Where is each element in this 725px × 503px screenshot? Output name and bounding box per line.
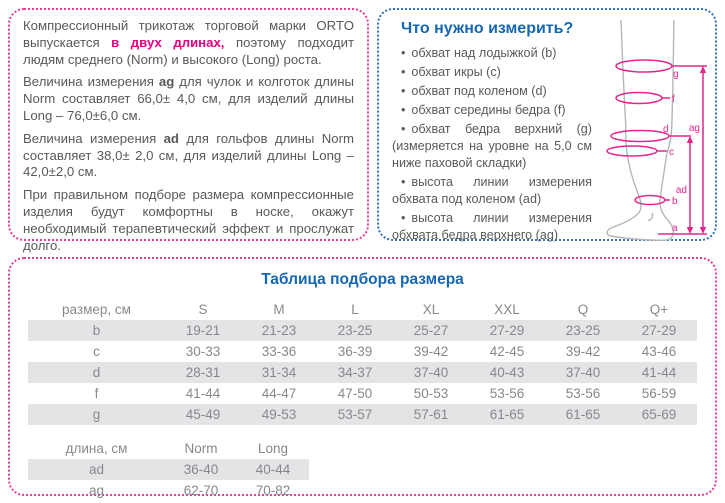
size-cell: 42-45: [489, 344, 525, 359]
column-header: XL: [422, 301, 440, 317]
size-cell: 28-31: [165, 362, 241, 383]
table-row-d: [28, 362, 697, 383]
measure-item-text: обхват над лодыжкой (b): [411, 46, 557, 60]
bullet-icon: •: [401, 122, 406, 136]
label-ad: ad: [675, 185, 687, 196]
size-cell: 25-27: [393, 320, 469, 341]
label-f: f: [672, 94, 675, 105]
label-b: b: [672, 196, 678, 207]
size-table-title: Таблица подбора размера: [261, 271, 464, 288]
row-label: c: [93, 344, 100, 359]
size-cell: 65-69: [621, 404, 697, 425]
highlight-magenta-text: в двух длинах,: [111, 34, 225, 50]
measure-code-ag: ag: [158, 74, 175, 90]
measure-item-text: обхват икры (c): [411, 65, 501, 79]
bullet-icon: •: [401, 84, 406, 98]
size-cell: 41-44: [621, 362, 697, 383]
arrowhead-ad-top: [687, 136, 693, 143]
size-cell: 50-53: [413, 386, 449, 401]
leg-diagram: [578, 14, 713, 243]
measure-title: Что нужно измерить?: [401, 20, 574, 37]
table-row-b: [28, 320, 697, 341]
label-g: g: [673, 69, 679, 80]
size-cell: 36-40: [165, 459, 237, 480]
column-header: XXL: [494, 301, 520, 317]
column-header: M: [273, 301, 285, 317]
size-cell: 27-29: [469, 320, 545, 341]
size-cell: 37-40: [393, 362, 469, 383]
measure-item-text: обхват бедра верхний (g) (измеряется на уровне на 5,0 см ниже паховой складки): [392, 122, 592, 170]
size-cell: 40-43: [469, 362, 545, 383]
size-cell: 56-59: [641, 386, 677, 401]
measure-item-text: обхват середины бедра (f): [411, 103, 566, 117]
column-header: Long: [257, 441, 289, 456]
size-cell: 21-23: [241, 320, 317, 341]
size-cell: 57-61: [393, 404, 469, 425]
size-table-box: [8, 257, 717, 496]
row-label: ag: [88, 483, 105, 498]
column-header: Norm: [184, 441, 218, 456]
size-cell: 33-36: [261, 344, 297, 359]
row-label: d: [28, 362, 165, 383]
top-row: [8, 8, 717, 253]
size-cell: 36-39: [337, 344, 373, 359]
bullet-icon: •: [401, 65, 406, 79]
size-cell: 23-25: [545, 320, 621, 341]
arrowhead-ad-bottom: [687, 227, 693, 234]
measurement-guide-box: [377, 8, 717, 241]
paragraph-text: Компрессионный трикотаж торговой марки ORTO выпускается: [23, 18, 354, 50]
label-c: c: [669, 147, 674, 158]
column-header: S: [198, 301, 208, 317]
measure-item: [392, 64, 592, 81]
arrowhead-ag-top: [700, 66, 706, 73]
size-cell: 27-29: [621, 320, 697, 341]
intro-paragraph: [23, 18, 354, 68]
table-row-g: [28, 404, 697, 425]
bullet-icon: •: [401, 211, 406, 225]
size-cell: 39-42: [413, 344, 449, 359]
size-cell: 53-56: [489, 386, 525, 401]
column-header: Q+: [649, 301, 669, 317]
size-cell: 30-33: [185, 344, 221, 359]
table-row-c: [28, 341, 697, 362]
measure-item: [392, 102, 592, 119]
size-cell: 62-70: [183, 483, 219, 498]
size-cell: 23-25: [317, 320, 393, 341]
paragraph-text: для чулок и колготок длины Norm составляет 66,0± 4,0 см, для изделий длины Long – 76,0±6,0 см.: [23, 74, 354, 123]
paragraph-text: Величина измерения: [23, 130, 164, 146]
size-cell: 44-47: [261, 386, 297, 401]
column-header: Q: [577, 301, 589, 317]
size-cell: 53-57: [317, 404, 393, 425]
length-table: [28, 438, 309, 501]
intro-note-box: [8, 8, 369, 253]
label-a: a: [672, 223, 678, 234]
label-ag: ag: [688, 123, 700, 134]
size-cell: 37-40: [545, 362, 621, 383]
measure-item-text: высота линии измерения обхвата бедра верхнего (ag): [392, 211, 592, 242]
size-cell: 49-53: [241, 404, 317, 425]
label-d: d: [663, 124, 669, 135]
bullet-icon: •: [401, 175, 406, 189]
measure-code-ad: ad: [163, 130, 179, 146]
size-cell: 47-50: [337, 386, 373, 401]
size-cell: 70-82: [255, 483, 291, 498]
size-table-header-row: [28, 298, 697, 320]
measure-item: [392, 174, 592, 208]
size-cell: 39-42: [565, 344, 601, 359]
intro-paragraph: [23, 187, 354, 254]
row-label: f: [94, 386, 99, 401]
size-cell: 43-46: [641, 344, 677, 359]
size-table: [28, 298, 697, 425]
measure-list: [392, 45, 592, 244]
size-cell: 31-34: [241, 362, 317, 383]
size-cell: 19-21: [165, 320, 241, 341]
intro-paragraph: [23, 74, 354, 124]
size-cell: 61-65: [545, 404, 621, 425]
measure-item: [392, 210, 592, 244]
bullet-icon: •: [401, 46, 406, 60]
row-label: g: [28, 404, 165, 425]
paragraph-text: Величина измерения: [23, 74, 159, 90]
column-header: длина, см: [65, 441, 128, 456]
column-header: размер, см: [62, 301, 131, 317]
size-cell: 45-49: [165, 404, 241, 425]
column-header: L: [351, 301, 359, 317]
size-cell: 53-56: [565, 386, 601, 401]
measure-item: [392, 45, 592, 62]
table-row-ag: [28, 480, 309, 501]
row-label: ad: [28, 459, 165, 480]
paragraph-text: поэтому подходит людям среднего (Norm) и высокого (Long) роста.: [23, 34, 355, 67]
table-row-ad: [28, 459, 309, 480]
intro-paragraph: [23, 131, 354, 181]
size-cell: 34-37: [317, 362, 393, 383]
length-table-header-row: [28, 438, 309, 459]
table-row-f: [28, 383, 697, 404]
measure-item-text: обхват под коленом (d): [411, 84, 547, 98]
measure-item: [392, 83, 592, 100]
size-cell: 40-44: [237, 459, 309, 480]
size-cell: 41-44: [185, 386, 221, 401]
size-cell: 61-65: [469, 404, 545, 425]
arrowhead-ag-bottom: [700, 227, 706, 234]
bullet-icon: •: [401, 103, 406, 117]
measure-item-text: высота линии измерения обхвата под коленом (ad): [392, 175, 592, 206]
row-label: b: [28, 320, 165, 341]
paragraph-text: При правильном подборе размера компрессионные изделия будут комфортны в носке, окажут необходимый терапевтический эффект и прослужат долго.: [23, 187, 354, 253]
paragraph-text: для гольфов длины Norm составляет 38,0± 2,0 см, для изделий длины Long – 42,0±2,0 см.: [23, 130, 354, 180]
measure-item: [392, 121, 592, 172]
